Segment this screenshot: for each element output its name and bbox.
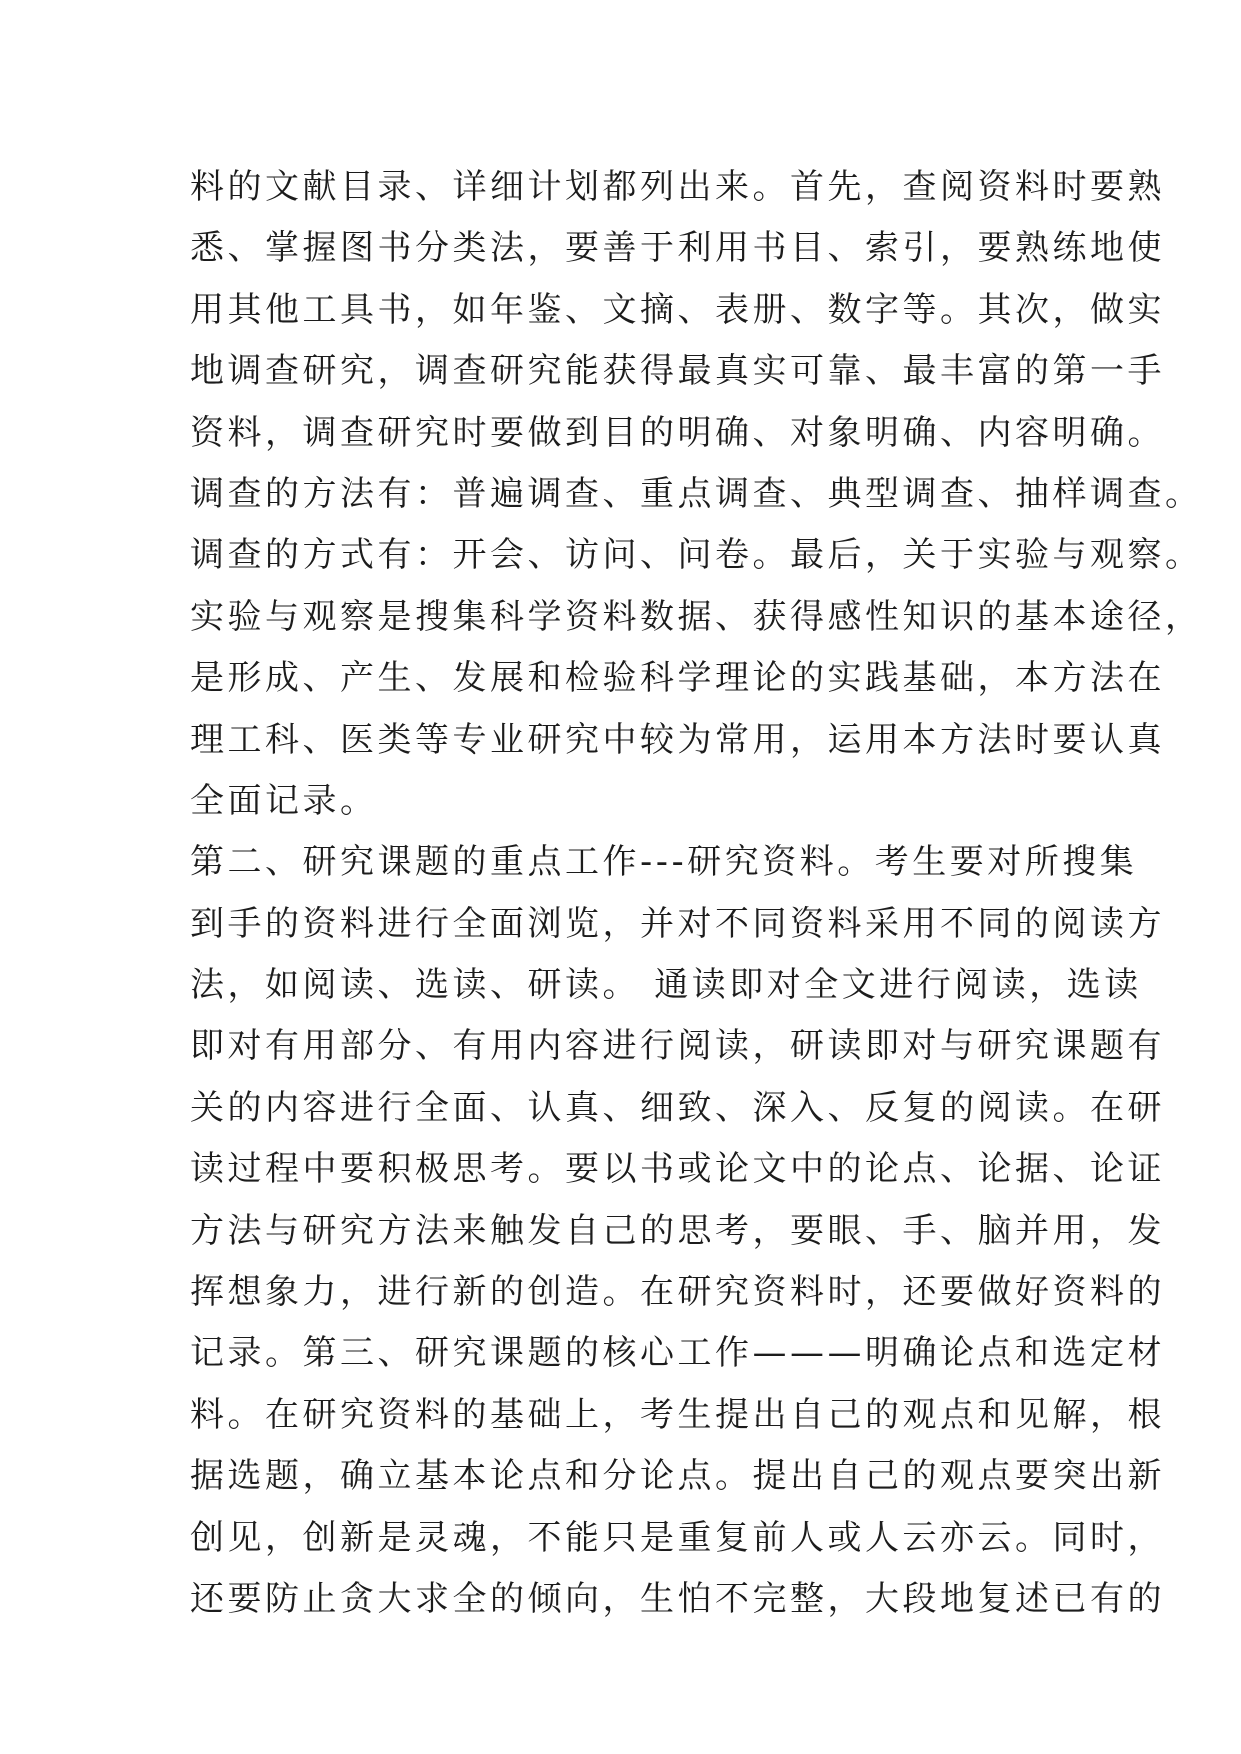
- text-line: 料的文献目录、详细计划都列出来。首先，查阅资料时要熟: [190, 167, 1165, 207]
- text-line: 悉、掌握图书分类法，要善于利用书目、索引，要熟练地使: [190, 228, 1165, 269]
- text-line: 法，如阅读、选读、研读。 通读即对全文进行阅读，选读: [190, 965, 1142, 1006]
- text-line: 挥想象力，进行新的创造。在研究资料时，还要做好资料的: [190, 1272, 1165, 1313]
- text-line: 实验与观察是搜集科学资料数据、获得感性知识的基本途径，: [190, 596, 1203, 637]
- text-line: 第二、研究课题的重点工作---研究资料。考生要对所搜集: [190, 842, 1138, 883]
- text-line: 资料，调查研究时要做到目的明确、对象明确、内容明确。: [190, 412, 1165, 453]
- text-line: 用其他工具书，如年鉴、文摘、表册、数字等。其次，做实: [190, 289, 1165, 330]
- text-line: 关的内容进行全面、认真、细致、深入、反复的阅读。在研: [190, 1087, 1165, 1128]
- text-line: 调查的方式有：开会、访问、问卷。最后，关于实验与观察。: [190, 535, 1203, 576]
- text-line: 方法与研究方法来触发自己的思考，要眼、手、脑并用，发: [190, 1210, 1165, 1251]
- text-line: 料。在研究资料的基础上，考生提出自己的观点和见解，根: [190, 1394, 1165, 1435]
- text-line: 读过程中要积极思考。要以书或论文中的论点、论据、论证: [190, 1149, 1165, 1190]
- text-line: 到手的资料进行全面浏览，并对不同资料采用不同的阅读方: [190, 903, 1165, 944]
- text-line: 据选题，确立基本论点和分论点。提出自己的观点要突出新: [190, 1456, 1165, 1497]
- text-line: 即对有用部分、有用内容进行阅读，研读即对与研究课题有: [190, 1026, 1165, 1067]
- text-line: 理工科、医类等专业研究中较为常用，运用本方法时要认真: [190, 719, 1165, 760]
- text-line: 地调查研究，调查研究能获得最真实可靠、最丰富的第一手: [190, 351, 1165, 392]
- text-line: 调查的方法有：普遍调查、重点调查、典型调查、抽样调查。: [190, 473, 1203, 514]
- text-line: 是形成、产生、发展和检验科学理论的实践基础，本方法在: [190, 658, 1165, 699]
- body-text: [190, 157, 1203, 1630]
- text-line: 全面记录。: [190, 780, 378, 821]
- text-line: 还要防止贪大求全的倾向，生怕不完整，大段地复述已有的: [190, 1578, 1165, 1619]
- text-line: 创见，创新是灵魂，不能只是重复前人或人云亦云。同时，: [190, 1517, 1165, 1558]
- text-line: 记录。第三、研究课题的核心工作———明确论点和选定材: [190, 1333, 1165, 1374]
